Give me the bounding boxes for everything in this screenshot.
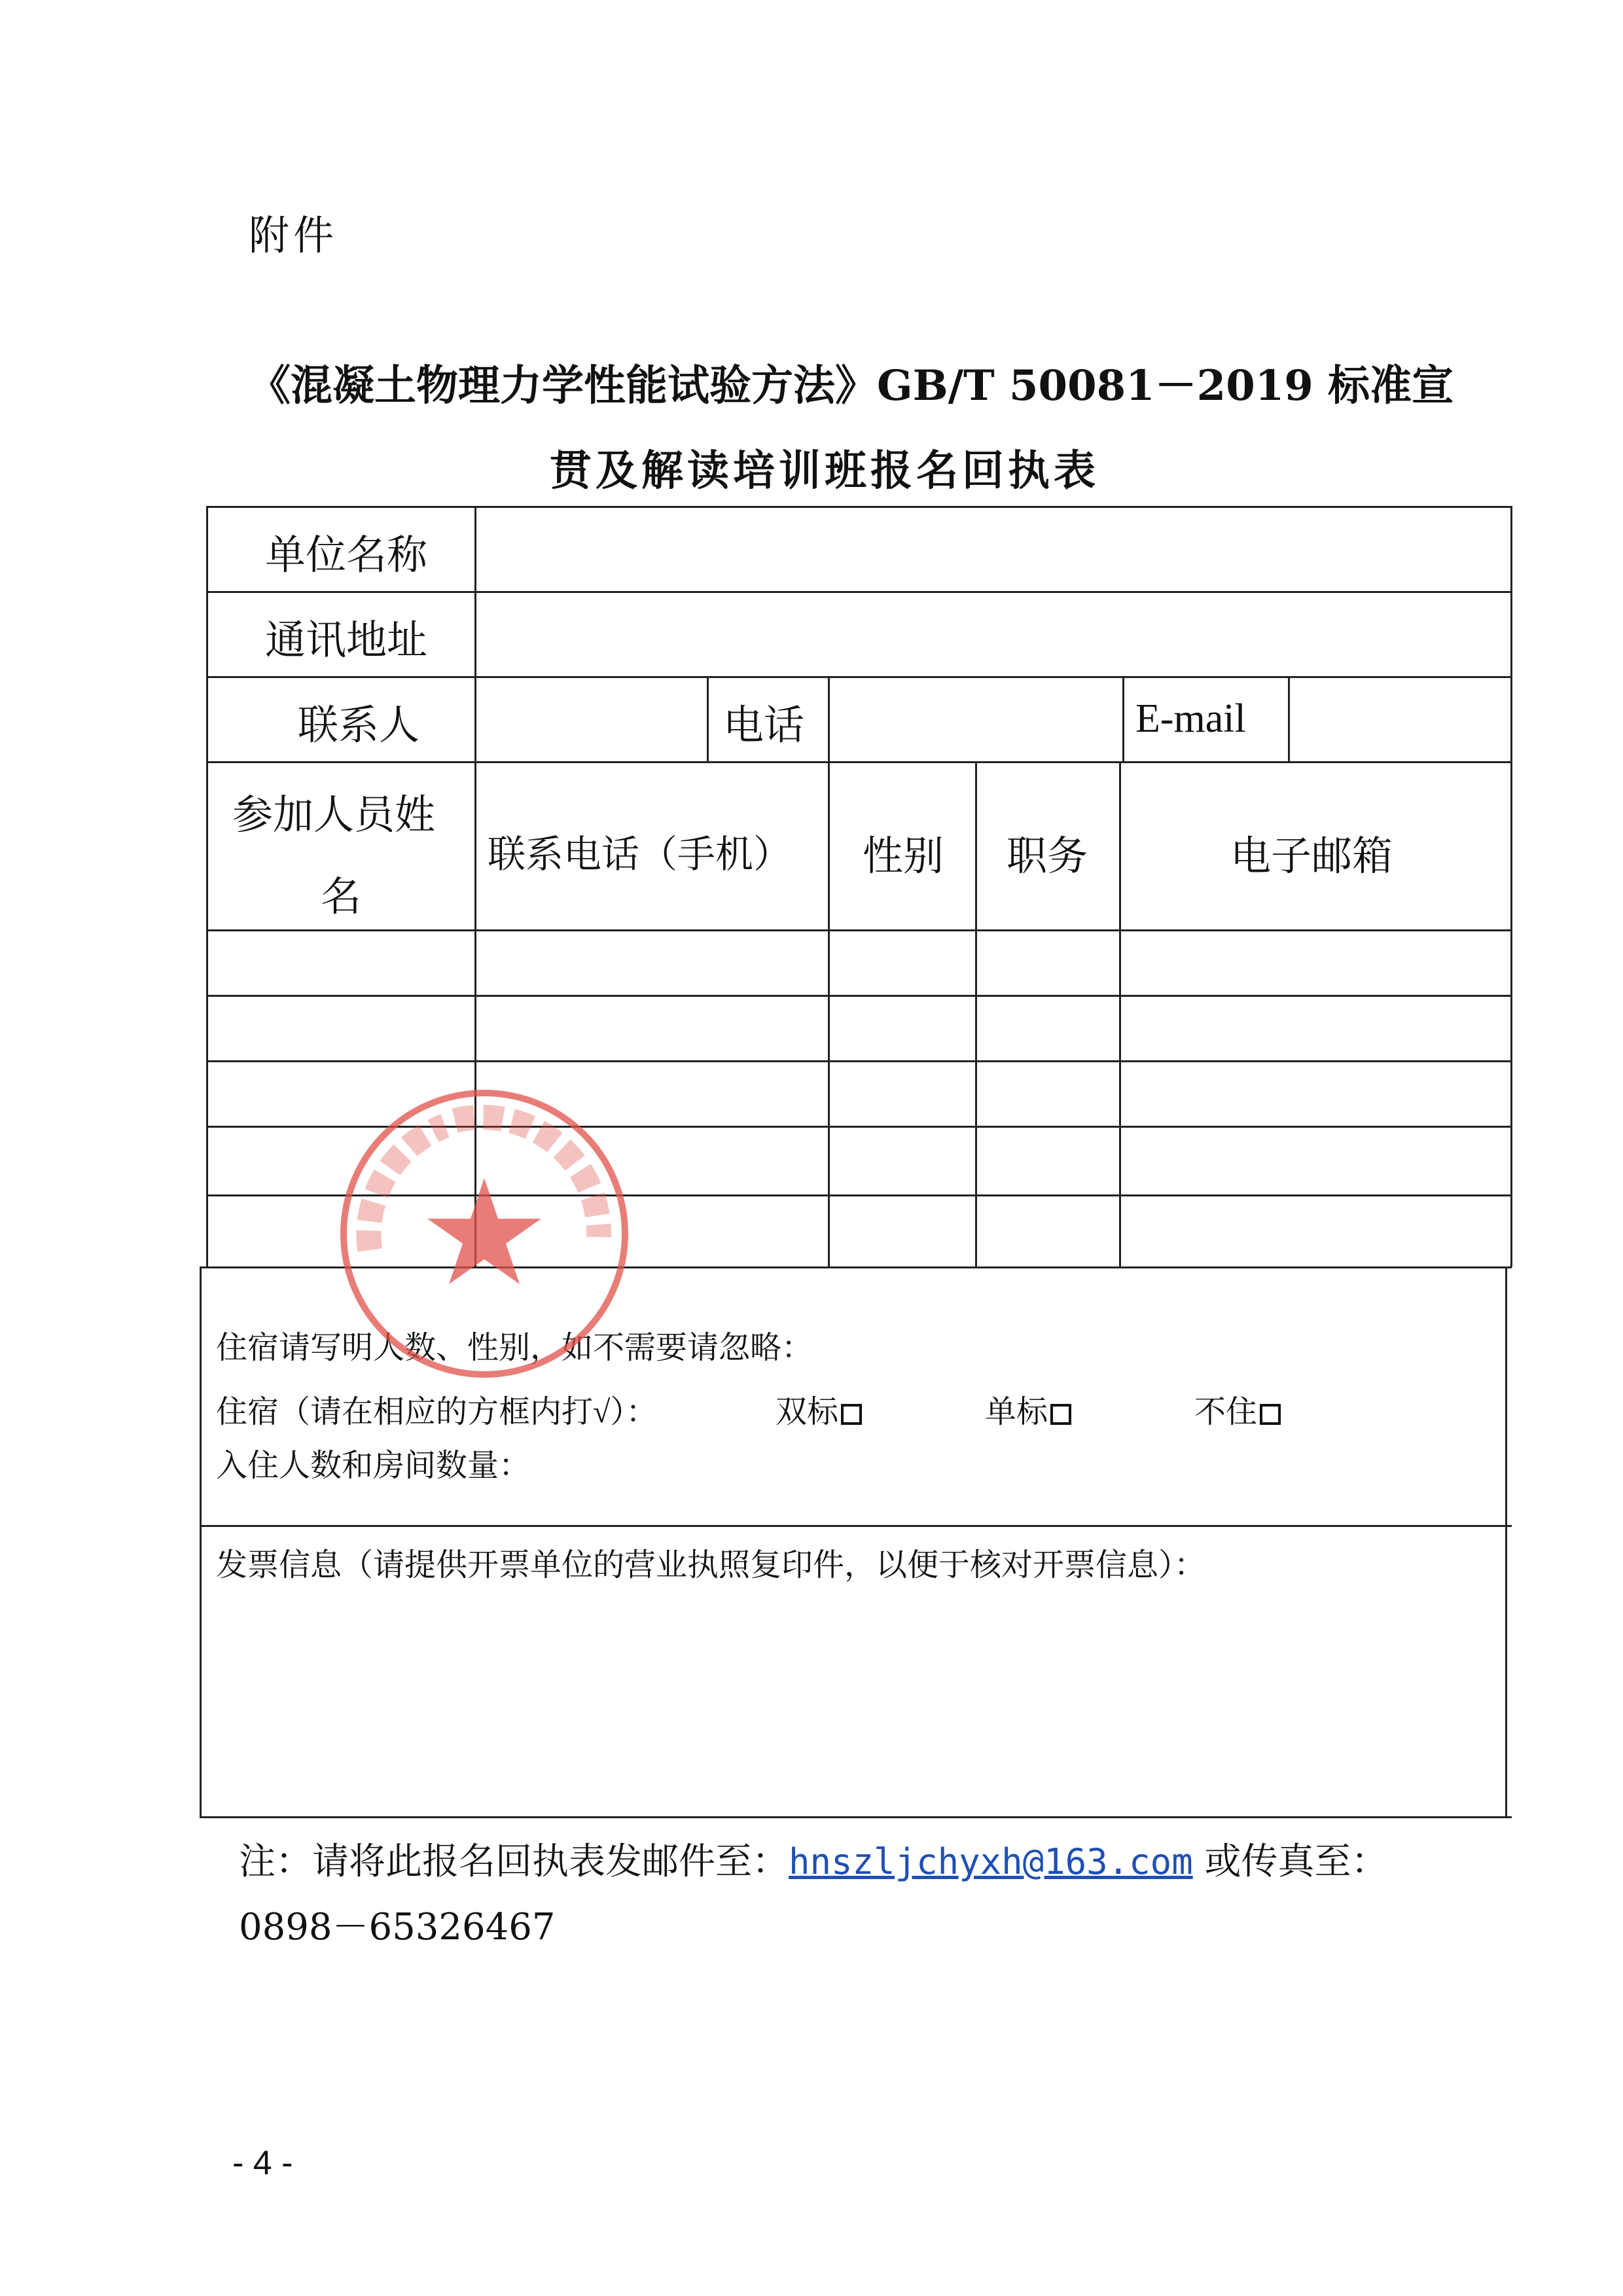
email-label: E-mail bbox=[1135, 696, 1246, 741]
accommodation-note: 住宿请写明人数、性别，如不需要请忽略： bbox=[216, 1331, 813, 1365]
note-suffix: 或传真至： bbox=[1192, 1840, 1388, 1883]
mobile-phone-label: 联系电话（手机） bbox=[488, 832, 792, 876]
invoice-label: 发票信息（请提供开票单位的营业执照复印件，以便于核对开票信息）： bbox=[216, 1548, 1206, 1583]
fax-number: 0898－65326467 bbox=[239, 1906, 556, 1948]
position-label: 职务 bbox=[1007, 832, 1088, 880]
accommodation-choice: 住宿（请在相应的方框内打√）： bbox=[216, 1395, 658, 1429]
occupancy-label: 入住人数和房间数量： bbox=[216, 1448, 531, 1483]
attachment-label: 附件 bbox=[249, 211, 338, 259]
checkbox-none[interactable] bbox=[1260, 1404, 1281, 1425]
participant-name-label-cont: 名 bbox=[321, 872, 362, 920]
contact-person-label: 联系人 bbox=[298, 701, 420, 749]
checkbox-double[interactable] bbox=[841, 1404, 862, 1425]
address-label: 通讯地址 bbox=[265, 616, 428, 664]
note-prefix: 注：请将此报名回执表发邮件至： bbox=[239, 1840, 789, 1883]
option-double[interactable] bbox=[776, 1386, 862, 1431]
phone-label: 电话 bbox=[723, 701, 805, 749]
page-number: - 4 - bbox=[232, 2144, 293, 2182]
note-line bbox=[239, 1833, 1388, 1885]
option-single-label: 单标 bbox=[985, 1395, 1048, 1429]
option-none-label: 不住 bbox=[1194, 1395, 1258, 1429]
option-single[interactable] bbox=[985, 1386, 1071, 1431]
gender-label: 性别 bbox=[863, 832, 944, 880]
option-double-label: 双标 bbox=[776, 1395, 839, 1429]
option-none[interactable] bbox=[1194, 1386, 1281, 1431]
title-line-2: 贯及解读培训班报名回执表 bbox=[550, 446, 1099, 495]
checkbox-single[interactable] bbox=[1050, 1404, 1071, 1425]
note-email-link[interactable]: hnszljchyxh@163.com bbox=[789, 1841, 1193, 1882]
unit-name-label: 单位名称 bbox=[265, 531, 428, 579]
red-seal-icon bbox=[330, 1080, 638, 1388]
title-line-1: 《混凝土物理力学性能试验方法》GB/T 50081－2019 标准宣 bbox=[249, 361, 1454, 410]
participant-name-label: 参加人员姓 bbox=[232, 791, 436, 838]
mailbox-label: 电子邮箱 bbox=[1230, 832, 1393, 880]
